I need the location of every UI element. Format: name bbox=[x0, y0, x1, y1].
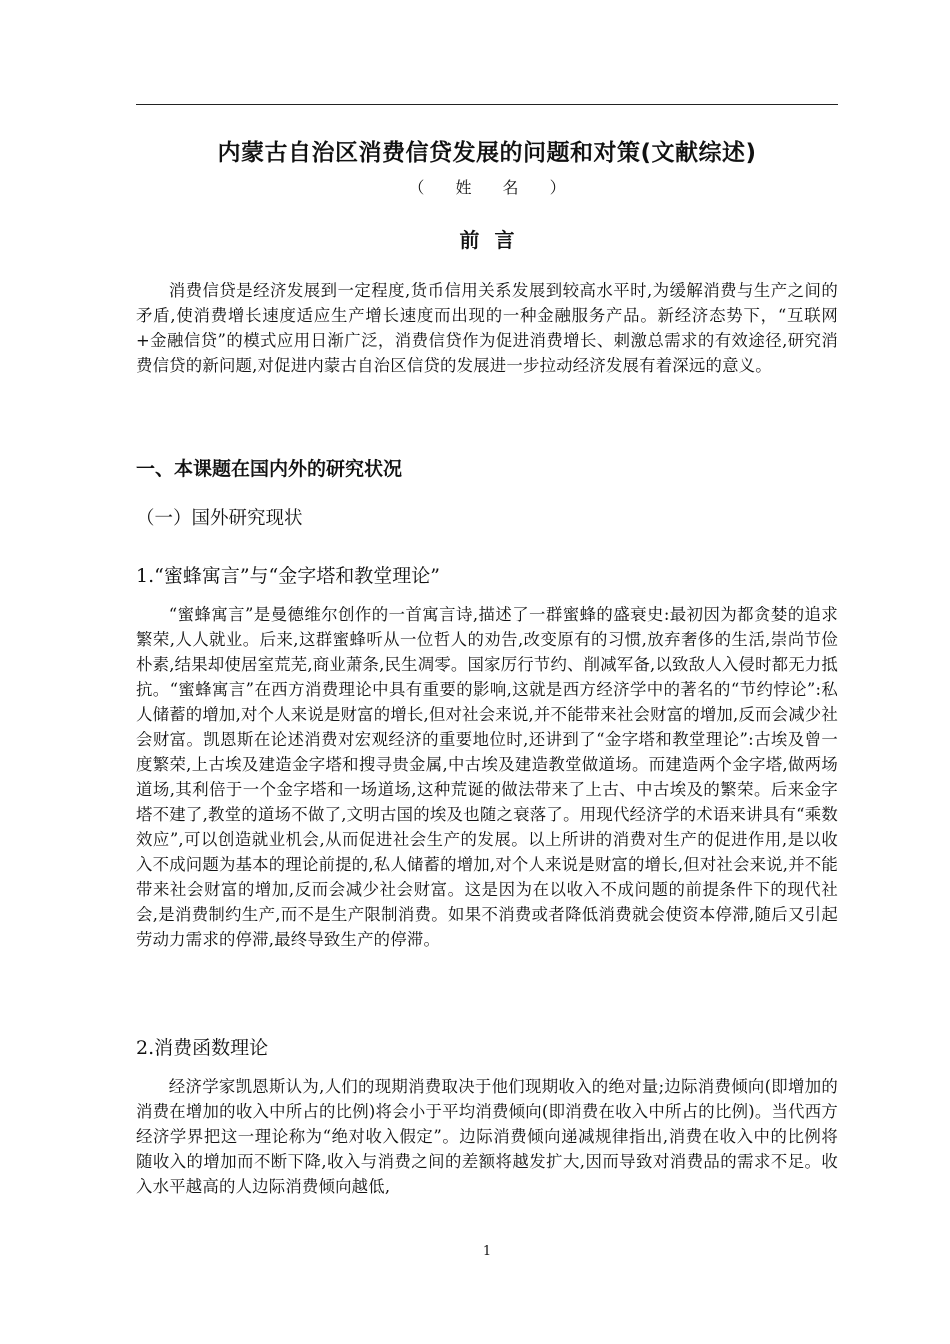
preface-heading: 前 言 bbox=[459, 228, 515, 252]
topic-heading-2: 2.消费函数理论 bbox=[136, 1037, 269, 1059]
subsection-heading: （一）国外研究现状 bbox=[136, 508, 303, 529]
author-line: （ 姓 名 ） bbox=[408, 178, 566, 197]
page-number: 1 bbox=[482, 1244, 492, 1259]
topic-paragraph-1: “蜜蜂寓言”是曼德维尔创作的一首寓言诗,描述了一群蜜蜂的盛衰史:最初因为都贪婪的追求繁荣,人人就业。后来,这群蜜蜂听从一位哲人的劝告,改变原有的习惯,放弃奢侈的生活,崇尚节俭朴素,结果却使居室荒芜,商业萧条,民生凋零。国家厉行节约、削减军备,以致敌人入侵时都无力抵抗。“蜜蜂寓言”在西方消费理论中具有重要的影响,这就是西方经济学中的著名的“节约悖论”:私人储蓄的增加,对个人来说是财富的增长,但对社会来说,并不能带来社会财富的增加,反而会减少社会财富。凯恩斯在论述消费对宏观经济的重要地位时,还讲到了“金字塔和教堂理论”:古埃及曾一度繁荣,上古埃及建造金字塔和搜寻贵金属,中古埃及建造教堂做道场。而建造两个金字塔,做两场道场,其利倍于一个金字塔和一场道场,这种荒诞的做法带来了上古、中古埃及的繁荣。后来金字塔不建了,教堂的道场不做了,文明古国的埃及也随之衰落了。用现代经济学的术语来讲具有“乘数效应”,可以创造就业机会,从而促进社会生产的发展。以上所讲的消费对生产的促进作用,是以收入不成问题为基本的理论前提的,私人储蓄的增加,对个人来说是财富的增长,但对社会来说,并不能带来社会财富的增加,反而会减少社会财富。这是因为在以收入不成问题的前提条件下的现代社会,是消费制约生产,而不是生产限制消费。如果不消费或者降低消费就会使资本停滞,随后又引起劳动力需求的停滞,最终导致生产的停滞。 bbox=[136, 605, 838, 949]
header-rule bbox=[136, 104, 838, 105]
section-heading: 一、本课题在国内外的研究状况 bbox=[136, 458, 403, 480]
topic-paragraph-2: 经济学家凯恩斯认为,人们的现期消费取决于他们现期收入的绝对量;边际消费倾向(即增加的消费在增加的收入中所占的比例)将会小于平均消费倾向(即消费在收入中所占的比例)。当代西方经济学界把这一理论称为“绝对收入假定”。边际消费倾向递减规律指出,消费在收入中的比例将随收入的增加而不断下降,收入与消费之间的差额将越发扩大,因而导致对消费品的需求不足。收入水平越高的人边际消费倾向越低, bbox=[136, 1077, 838, 1196]
document-title: 内蒙古自治区消费信贷发展的问题和对策(文献综述) bbox=[217, 140, 757, 166]
topic-heading-1: 1.“蜜蜂寓言”与“金字塔和教堂理论” bbox=[136, 565, 440, 587]
preface-paragraph: 消费信贷是经济发展到一定程度,货币信用关系发展到较高水平时,为缓解消费与生产之间的矛盾,使消费增长速度适应生产增长速度而出现的一种金融服务产品。新经济态势下，“互联网+金融信贷”的模式应用日渐广泛，消费信贷作为促进消费增长、刺激总需求的有效途径,研究消费信贷的新问题,对促进内蒙古自治区信贷的发展进一步拉动经济发展有着深远的意义。 bbox=[136, 281, 838, 375]
